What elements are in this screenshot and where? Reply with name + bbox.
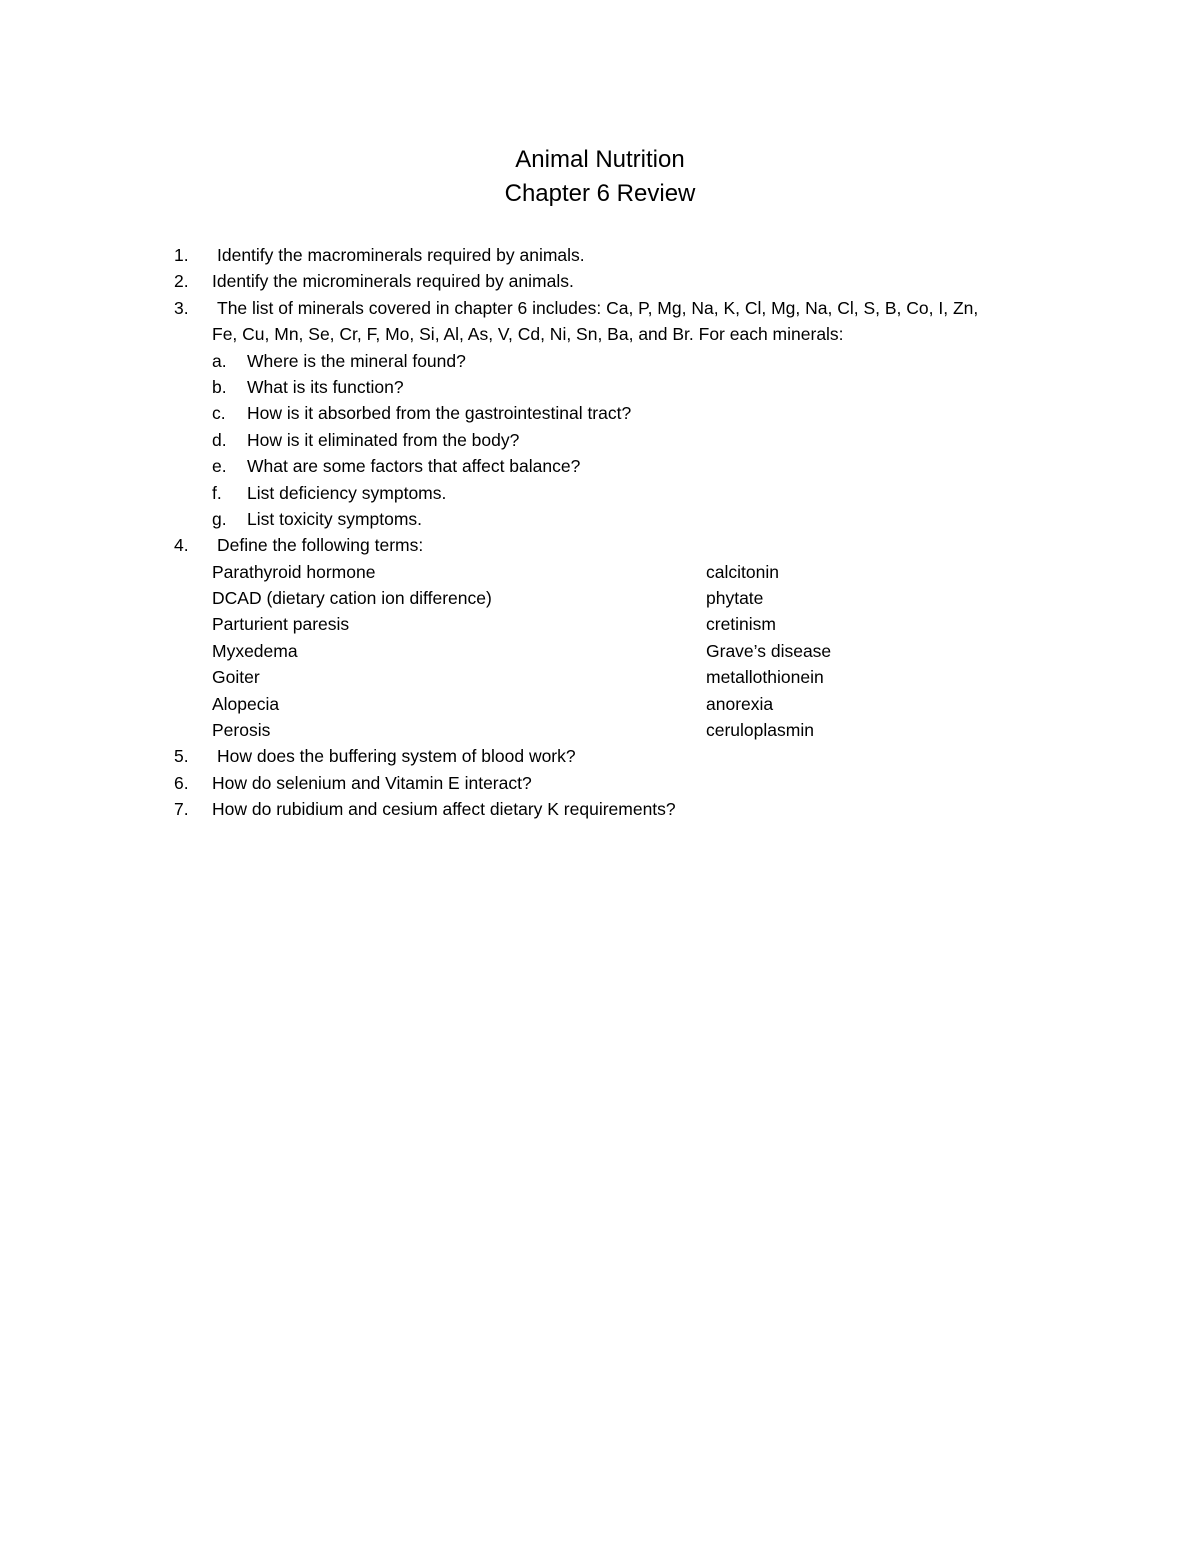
question-3: [0, 295, 1200, 321]
term-row: [0, 611, 1200, 637]
question-text: The list of minerals covered in chapter 6 includes: Ca, P, Mg, Na, K, Cl, Mg, Na, Cl, S, B, Co, I, Zn,: [217, 297, 979, 318]
term-right: metallothionein: [706, 667, 824, 688]
sub-question-text: What are some factors that affect balance?: [247, 456, 581, 477]
question-text: Identify the microminerals required by animals.: [212, 271, 574, 292]
sub-question-d: [0, 427, 1200, 453]
term-left: Alopecia: [212, 693, 280, 714]
question-number: 3.: [174, 297, 189, 318]
term-right: calcitonin: [706, 561, 779, 582]
question-4: [0, 532, 1200, 558]
term-row: [0, 585, 1200, 611]
question-number: 4.: [174, 535, 189, 556]
question-number: 1.: [174, 245, 189, 265]
term-left: Parathyroid hormone: [212, 561, 376, 582]
sub-question-text: Where is the mineral found?: [247, 350, 466, 371]
term-row: [0, 638, 1200, 664]
term-right: ceruloplasmin: [706, 720, 814, 741]
sub-question-letter: c.: [212, 403, 226, 424]
sub-question-letter: g.: [212, 508, 227, 529]
document-title: Animal Nutrition: [515, 146, 685, 173]
sub-question-text: List deficiency symptoms.: [247, 482, 447, 503]
sub-question-text: How is it absorbed from the gastrointestinal tract?: [247, 403, 632, 424]
sub-question-letter: f.: [212, 482, 222, 503]
sub-question-letter: d.: [212, 429, 227, 450]
term-left: DCAD (dietary cation ion difference): [212, 588, 492, 609]
question-text: How do selenium and Vitamin E interact?: [212, 772, 532, 793]
question-number: 6.: [174, 772, 189, 793]
question-text: Fe, Cu, Mn, Se, Cr, F, Mo, Si, Al, As, V, Cd, Ni, Sn, Ba, and Br. For each minerals:: [212, 324, 844, 345]
question-text: Identify the macrominerals required by animals.: [217, 245, 585, 265]
term-row: [0, 717, 1200, 743]
sub-question-e: [0, 453, 1200, 479]
sub-question-b: [0, 374, 1200, 400]
term-row: [0, 691, 1200, 717]
question-3-continued: [0, 321, 1200, 347]
sub-question-letter: a.: [212, 350, 227, 371]
review-question-list: [0, 242, 1200, 823]
term-left: Perosis: [212, 720, 271, 741]
term-row: [0, 559, 1200, 585]
sub-question-a: [0, 348, 1200, 374]
term-left: Goiter: [212, 667, 260, 688]
term-left: Parturient paresis: [212, 614, 350, 635]
sub-question-letter: b.: [212, 376, 227, 397]
term-right: anorexia: [706, 693, 774, 714]
question-1: [0, 242, 1200, 268]
sub-question-text: How is it eliminated from the body?: [247, 429, 520, 450]
question-2: [0, 268, 1200, 294]
question-6: [0, 770, 1200, 796]
sub-question-g: [0, 506, 1200, 532]
question-text: How do rubidium and cesium affect dietary K requirements?: [212, 799, 676, 820]
term-right: cretinism: [706, 614, 777, 635]
question-text: Define the following terms:: [217, 535, 424, 556]
question-number: 5.: [174, 746, 189, 767]
document-subtitle: Chapter 6 Review: [504, 180, 696, 207]
sub-question-c: [0, 400, 1200, 426]
term-right: phytate: [706, 588, 764, 609]
question-number: 2.: [174, 271, 189, 292]
sub-question-text: List toxicity symptoms.: [247, 508, 423, 529]
question-number: 7.: [174, 799, 189, 820]
sub-question-text: What is its function?: [247, 376, 404, 397]
term-right: Grave’s disease: [706, 640, 832, 661]
question-5: [0, 743, 1200, 769]
sub-question-f: [0, 480, 1200, 506]
term-left: Myxedema: [212, 640, 298, 661]
term-row: [0, 664, 1200, 690]
question-7: [0, 796, 1200, 822]
sub-question-letter: e.: [212, 456, 227, 477]
question-text: How does the buffering system of blood work?: [217, 746, 576, 767]
